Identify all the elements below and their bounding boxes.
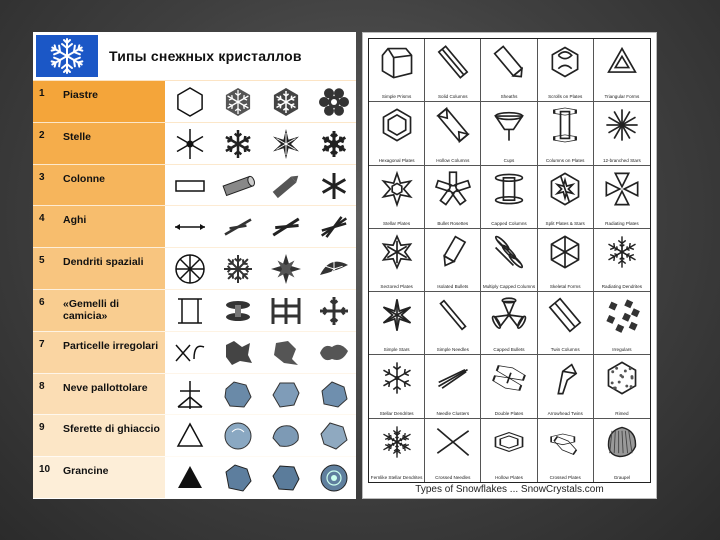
snowflake-type-cell	[425, 419, 481, 482]
snowflake-type-cell	[369, 166, 425, 229]
snowflake-type-cell	[538, 229, 594, 292]
row-label: Piastre	[63, 89, 99, 101]
crystal-photo-icon	[317, 419, 351, 453]
crystal-type-rows	[33, 80, 356, 498]
snowflake-type-cell	[594, 102, 650, 165]
snowflake-type-cell	[425, 292, 481, 355]
crystal-type-row	[33, 164, 356, 206]
snowflake-icon	[546, 423, 584, 461]
snowflake-icon	[603, 170, 641, 208]
snowflake-type-cell	[538, 102, 594, 165]
snowflake-type-label: Twin Columns	[550, 347, 580, 353]
snowflake-icon	[490, 43, 528, 81]
snowflake-type-label: Columns on Plates	[545, 157, 585, 163]
snowflake-icon	[490, 233, 528, 271]
snowflake-icon	[546, 359, 584, 397]
snowflake-type-label: Radiating Plates	[605, 220, 639, 226]
snowflake-type-cell	[594, 39, 650, 102]
crystal-type-row	[33, 373, 356, 415]
snowflake-type-cell	[425, 355, 481, 418]
snowflake-type-label: Stellar Plates	[383, 220, 411, 226]
snowflake-icon	[490, 359, 528, 397]
snowflake-type-cell	[594, 229, 650, 292]
crystal-photo-icon	[221, 252, 255, 286]
crystal-photo-icon	[317, 210, 351, 244]
snowflake-type-label: Hexagonal Plates	[378, 157, 415, 163]
snowflake-type-label: Triangular Forms	[604, 94, 640, 100]
snowflake-icon	[490, 170, 528, 208]
snowflake-type-label: Solid Columns	[437, 94, 468, 100]
snowflake-type-cell	[369, 419, 425, 482]
snowflake-icon	[546, 233, 584, 271]
snowflake-type-label: Simple Needles	[436, 347, 469, 353]
snowflake-type-label: Crossed Plates	[549, 474, 581, 480]
crystal-schematic-icon	[173, 461, 207, 495]
snowflake-icon	[603, 296, 641, 334]
snowflake-type-cell	[481, 102, 537, 165]
snowflake-type-cell	[481, 39, 537, 102]
snowflake-icon	[378, 296, 416, 334]
crystal-schematic-icon	[173, 419, 207, 453]
crystal-schematic-icon	[173, 336, 207, 370]
snowflake-type-cell	[594, 355, 650, 418]
crystal-type-row	[33, 456, 356, 498]
crystal-photo-icon	[269, 378, 303, 412]
row-label: Dendriti spaziali	[63, 256, 144, 269]
crystal-photo-icon	[221, 336, 255, 370]
crystal-photo-icon	[269, 294, 303, 328]
crystal-photo-icon	[269, 252, 303, 286]
snowflake-type-cell	[425, 102, 481, 165]
crystal-photo-icon	[269, 85, 303, 119]
crystal-photo-icon	[221, 169, 255, 203]
crystal-photo-icon	[269, 169, 303, 203]
snowflake-icon	[378, 423, 416, 461]
snowflake-icon	[546, 106, 584, 144]
chart-credit: Types of Snowflakes ... SnowCrystals.com	[415, 484, 604, 495]
crystal-photo-icon	[221, 419, 255, 453]
crystal-photo-icon	[317, 252, 351, 286]
crystal-photo-icon	[317, 461, 351, 495]
crystal-schematic-icon	[173, 210, 207, 244]
snowflake-type-label: Multiply Capped Columns	[482, 284, 536, 290]
snowflake-icon	[603, 423, 641, 461]
snowflake-type-cell	[369, 39, 425, 102]
row-number: 4	[39, 213, 45, 225]
snowflake-type-cell	[369, 102, 425, 165]
row-number: 2	[39, 129, 45, 141]
snowflake-icon	[603, 359, 641, 397]
crystal-photo-icon	[269, 419, 303, 453]
snowflake-type-cell	[594, 419, 650, 482]
snowflake-icon	[546, 43, 584, 81]
snowflake-type-label: Arrowhead Twins	[547, 410, 583, 416]
crystal-schematic-icon	[173, 294, 207, 328]
snowflake-icon	[434, 170, 472, 208]
snowflake-icon	[546, 170, 584, 208]
snowflake-type-label: Graupel	[613, 474, 631, 480]
snowflake-type-label: Skeletal Forms	[549, 284, 581, 290]
snowflake-icon	[603, 233, 641, 271]
snowflake-type-cell	[538, 39, 594, 102]
crystal-schematic-icon	[173, 169, 207, 203]
crystal-photo-icon	[317, 378, 351, 412]
snowflake-type-label: Cups	[503, 157, 515, 163]
crystal-schematic-icon	[173, 378, 207, 412]
crystal-photo-icon	[221, 127, 255, 161]
row-label: Neve pallottolare	[63, 381, 148, 394]
crystal-type-row	[33, 122, 356, 164]
snowflake-type-label: Hollow Columns	[436, 157, 470, 163]
snowflake-type-label: Sheaths	[500, 94, 518, 100]
crystal-photo-icon	[221, 85, 255, 119]
crystal-photo-icon	[317, 294, 351, 328]
crystal-photo-icon	[269, 336, 303, 370]
row-label: Sferette di ghiaccio	[63, 423, 160, 436]
crystal-photo-icon	[317, 169, 351, 203]
snowflake-type-label: Double Plates	[494, 410, 524, 416]
row-label: Particelle irregolari	[63, 339, 159, 352]
snowflake-type-label: Scrolls on Plates	[548, 94, 583, 100]
snowflake-type-cell	[594, 292, 650, 355]
snowflake-types-chart	[362, 32, 657, 499]
crystal-type-row	[33, 247, 356, 289]
snowflake-icon	[490, 296, 528, 334]
crystal-type-row	[33, 331, 356, 373]
snowflake-type-cell	[538, 419, 594, 482]
table-title: Типы снежных кристаллов	[109, 48, 302, 64]
snowflake-type-label: Bullet Rosettes	[437, 220, 469, 226]
snowflake-icon	[378, 170, 416, 208]
snowflake-type-cell	[425, 39, 481, 102]
snowflake-type-cell	[425, 166, 481, 229]
crystal-photo-icon	[317, 127, 351, 161]
snowflake-type-cell	[481, 229, 537, 292]
snowflake-icon	[378, 43, 416, 81]
crystal-photo-icon	[269, 210, 303, 244]
snowflake-type-label: Crossed Needles	[435, 474, 471, 480]
row-number: 1	[39, 88, 45, 99]
snowflake-type-cell	[538, 355, 594, 418]
snowflake-type-label: Simple Stars	[383, 347, 410, 353]
snowflake-icon	[490, 106, 528, 144]
row-number: 6	[39, 296, 45, 308]
snowflake-type-cell	[481, 292, 537, 355]
crystal-photo-icon	[221, 294, 255, 328]
snowflake-type-label: 12-branched Stars	[603, 157, 641, 163]
snowflake-icon	[434, 296, 472, 334]
crystal-photo-icon	[269, 461, 303, 495]
snowflake-type-label: Isolated Bullets	[437, 284, 469, 290]
snowflake-type-cell	[481, 419, 537, 482]
snowflake-grid	[368, 38, 651, 483]
table-header	[33, 32, 356, 78]
snowflake-logo-icon	[36, 35, 98, 77]
snowflake-type-label: Hollow Plates	[495, 474, 523, 480]
snowflake-icon	[434, 233, 472, 271]
snowflake-icon	[378, 233, 416, 271]
crystal-schematic-icon	[173, 252, 207, 286]
snowflake-type-cell	[481, 166, 537, 229]
snowflake-type-label: Rimed	[615, 410, 629, 416]
crystal-type-row	[33, 205, 356, 247]
snowflake-type-label: Simple Prisms	[381, 94, 412, 100]
snowflake-icon	[546, 296, 584, 334]
row-number: 10	[39, 464, 51, 476]
snowflake-icon	[378, 106, 416, 144]
crystal-photo-icon	[221, 461, 255, 495]
crystal-type-row	[33, 80, 356, 122]
snowflake-type-cell	[481, 355, 537, 418]
snowflake-icon	[490, 423, 528, 461]
snowflake-type-label: Sectored Plates	[380, 284, 413, 290]
snowflake-type-label: Radiating Dendrites	[601, 284, 643, 290]
row-label: «Gemelli di camicia»	[63, 297, 120, 322]
snowflake-icon	[434, 106, 472, 144]
crystal-photo-icon	[269, 127, 303, 161]
snowflake-type-label: Needle Clusters	[436, 410, 470, 416]
snowflake-type-cell	[594, 166, 650, 229]
crystal-photo-icon	[317, 85, 351, 119]
crystal-schematic-icon	[173, 127, 207, 161]
row-label: Aghi	[63, 214, 87, 227]
snowflake-type-label: Fernlike Stellar Dendrites	[370, 474, 423, 480]
snowflake-icon	[434, 43, 472, 81]
row-label: Stelle	[63, 130, 92, 143]
crystal-photo-icon	[221, 210, 255, 244]
snowflake-icon	[434, 423, 472, 461]
snowflake-type-cell	[538, 166, 594, 229]
snowflake-type-cell	[425, 229, 481, 292]
snow-crystal-types-table	[33, 32, 356, 499]
snowflake-type-cell	[538, 292, 594, 355]
row-number: 3	[39, 171, 45, 183]
crystal-photo-icon	[221, 378, 255, 412]
crystal-schematic-icon	[173, 85, 207, 119]
snowflake-type-label: Irregulars	[612, 347, 632, 353]
snowflake-icon	[434, 359, 472, 397]
row-number: 8	[39, 380, 45, 392]
snowflake-icon	[603, 43, 641, 81]
snowflake-type-label: Capped Bullets	[493, 347, 525, 353]
snowflake-type-label: Capped Columns	[491, 220, 527, 226]
crystal-type-row	[33, 289, 356, 331]
row-number: 5	[39, 255, 45, 267]
snowflake-type-cell	[369, 292, 425, 355]
crystal-type-row	[33, 414, 356, 456]
crystal-photo-icon	[317, 336, 351, 370]
row-label: Colonne	[63, 172, 105, 185]
snowflake-type-label: Stellar Dendrites	[379, 410, 414, 416]
row-label: Grancine	[63, 465, 109, 478]
snowflake-type-cell	[369, 229, 425, 292]
snowflake-type-label: Split Plates & Stars	[545, 220, 585, 226]
row-number: 9	[39, 422, 45, 434]
row-number: 7	[39, 338, 45, 350]
snowflake-icon	[603, 106, 641, 144]
snowflake-icon	[378, 359, 416, 397]
snowflake-type-cell	[369, 355, 425, 418]
